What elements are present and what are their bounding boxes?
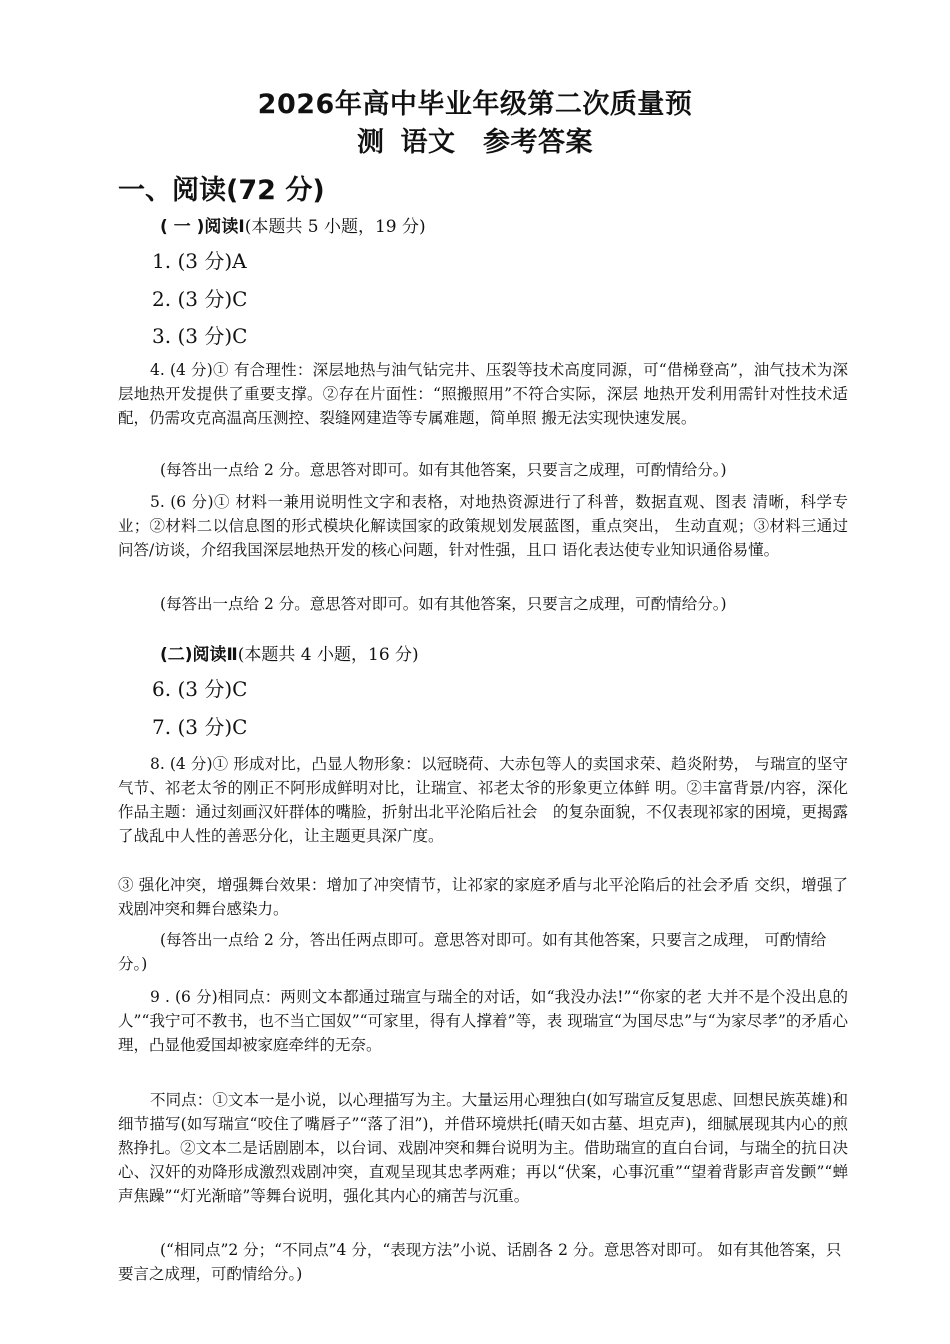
answer-q8: 8. (4 分)① 形成对比，凸显人物形象：以冠晓荷、大赤包等人的卖国求荣、趋炎附势， 与瑞宣的坚守气节、祁老太爷的刚正不阿形成鲜明对比，让瑞宣、祁老太爷的形象更立体鲜 明。②丰富背景/内容，深化作品主题：通过刻画汉奸群体的嘴脸，折射出北平沦陷后社会 的复杂面貌，不仅表现祁家的困境，更揭露了战乱中人性的善恶分化，让主题更具深广度。 (118, 755, 848, 845)
answer-q9-similarity: 9 . (6 分)相同点：两则文本都通过瑞宣与瑞全的对话，如“我没办法!”“你家的老 大并不是个没出息的人”“我宁可不教书，也不当亡国奴”“可家里，得有人撑着”等，表 现瑞宣“为国尽忠”与“为家尽孝”的矛盾心理，凸显他爱国却被家庭牵绊的无奈。 (118, 988, 848, 1054)
answer-q3: 3. (3 分)C (152, 324, 248, 348)
subsection-heading-reading-2 (160, 640, 419, 665)
answer-q2: 2. (3 分)C (152, 287, 248, 311)
answer-q8-point3: ③ 强化冲突，增强舞台效果：增加了冲突情节，让祁家的家庭矛盾与北平沦陷后的社会矛盾 交织，增强了戏剧冲突和舞台感染力。 (118, 876, 848, 918)
answer-q9-difference: 不同点：①文本一是小说，以心理描写为主。大量运用心理独白(如写瑞宣反复思虑、回想民族英雄)和细节描写(如写瑞宣“咬住了嘴唇子”“落了泪”)，并借环境烘托(晴天如古墓、坦克声)，细腻展现其内心的煎熬挣扎。②文本二是话剧剧本，以台词、戏剧冲突和舞台说明为主。借助瑞宣的直白台词，与瑞全的抗日决心、汉奸的劝降形成激烈戏剧冲突，直观呈现其忠孝两难；再以“伏案，心事沉重”“望着背影声音发颤”“蝉声焦躁”“灯光渐暗”等舞台说明，强化其内心的痛苦与沉重。 (118, 1091, 848, 1205)
document-title-line1: 2026年高中毕业年级第二次质量预 (257, 89, 693, 120)
answer-q7: 7. (3 分)C (152, 715, 248, 739)
scoring-note-q5: (每答出一点给 2 分。意思答对即可。如有其他答案，只要言之成理，可酌情给分。) (160, 595, 727, 613)
answer-q5: 5. (6 分)① 材料一兼用说明性文字和表格，对地热资源进行了科普，数据直观、图表 清晰，科学专业；②材料二以信息图的形式模块化解读国家的政策规划发展蓝图，重点突出， 生动直观；③材料三通过问答/访谈，介绍我国深层地热开发的核心问题，针对性强，且口 语化表达使专业知识通俗易懂。 (118, 493, 848, 559)
scoring-note-q9: (“相同点”2 分；“不同点”4 分，“表现方法”小说、话剧各 2 分。意思答对即可。 如有其他答案，只要言之成理，可酌情给分。) (118, 1241, 842, 1283)
answer-q6: 6. (3 分)C (152, 677, 248, 701)
answer-q4: 4. (4 分)① 有合理性：深层地热与油气钻完井、压裂等技术高度同源，可“借梯登高”，油气技术为深层地热开发提供了重要支撑。②存在片面性：“照搬照用”不符合实际，深层 地热开发利用需针对性技术适配，仍需攻克高温高压测控、裂缝网建造等专属难题，简单照 搬无法实现快速发展。 (118, 361, 848, 427)
document-title-line2: 测 语文 参考答案 (357, 127, 593, 158)
section-heading-reading: 一、阅读(72 分) (118, 175, 325, 206)
subsection-desc: (本题共 5 小题，19 分) (244, 217, 426, 237)
subsection-label: ( 一 )阅读Ⅰ (160, 217, 245, 237)
answer-q1: 1. (3 分)A (152, 249, 247, 273)
subsection-heading-reading-1 (160, 212, 426, 237)
subsection-label: (二)阅读Ⅱ (160, 645, 238, 665)
subsection-desc: (本题共 4 小题，16 分) (237, 645, 419, 665)
scoring-note-q4: (每答出一点给 2 分。意思答对即可。如有其他答案，只要言之成理，可酌情给分。) (160, 461, 727, 479)
scoring-note-q8: (每答出一点给 2 分，答出任两点即可。意思答对即可。如有其他答案，只要言之成理， 可酌情给分。) (118, 931, 827, 973)
